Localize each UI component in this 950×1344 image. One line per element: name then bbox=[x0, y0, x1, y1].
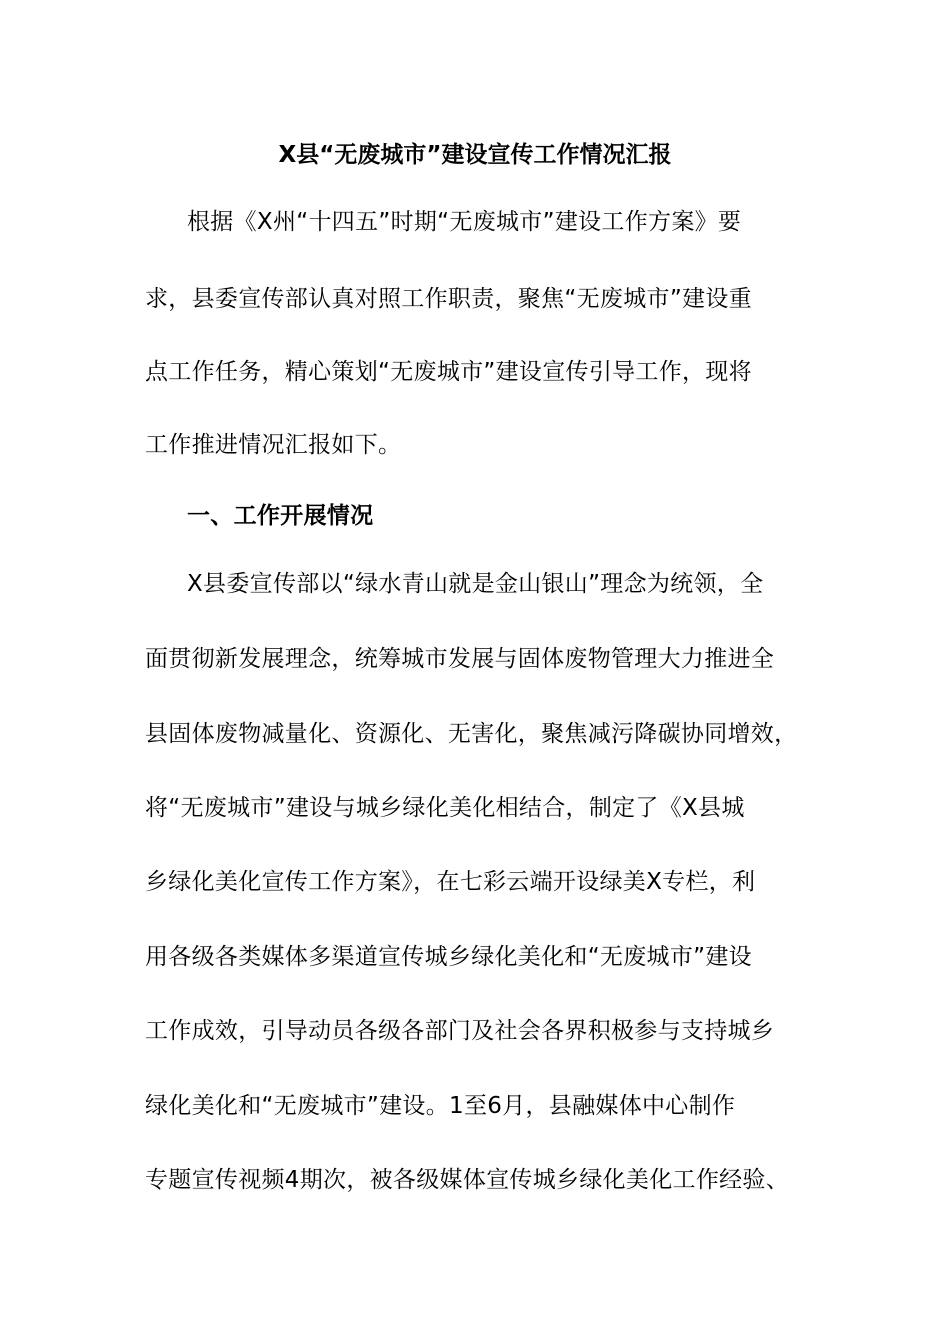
paragraph-line: 专题宣传视频4期次，被各级媒体宣传城乡绿化美化工作经验、 bbox=[145, 1167, 790, 1193]
paragraph-line: 县固体废物减量化、资源化、无害化，聚焦减污降碳协同增效， bbox=[145, 721, 798, 747]
section-heading: 一、工作开展情况 bbox=[187, 503, 374, 529]
document-title: X县“无废城市”建设宣传工作情况汇报 bbox=[278, 142, 672, 168]
paragraph-line: 绿化美化和“无废城市”建设。1至6月，县融媒体中心制作 bbox=[145, 1093, 736, 1119]
paragraph-line: 面贯彻新发展理念，统筹城市发展与固体废物管理大力推进全 bbox=[145, 646, 775, 672]
intro-line: 点工作任务，精心策划“无废城市”建设宣传引导工作，现将 bbox=[145, 359, 752, 385]
paragraph-line: 乡绿化美化宣传工作方案》，在七彩云端开设绿美X专栏，利 bbox=[145, 869, 756, 895]
paragraph-line: 将“无废城市”建设与城乡绿化美化相结合，制定了《X县城 bbox=[145, 795, 745, 821]
intro-line: 根据《X州“十四五”时期“无废城市”建设工作方案》要 bbox=[187, 209, 742, 235]
intro-line: 求，县委宣传部认真对照工作职责，聚焦“无废城市”建设重 bbox=[145, 286, 752, 312]
paragraph-line: X县委宣传部以“绿水青山就是金山银山”理念为统领，全 bbox=[187, 571, 764, 597]
paragraph-line: 用各级各类媒体多渠道宣传城乡绿化美化和“无废城市”建设 bbox=[145, 944, 752, 970]
intro-line: 工作推进情况汇报如下。 bbox=[145, 432, 402, 458]
paragraph-line: 工作成效，引导动员各级各部门及社会各界积极参与支持城乡 bbox=[145, 1018, 775, 1044]
